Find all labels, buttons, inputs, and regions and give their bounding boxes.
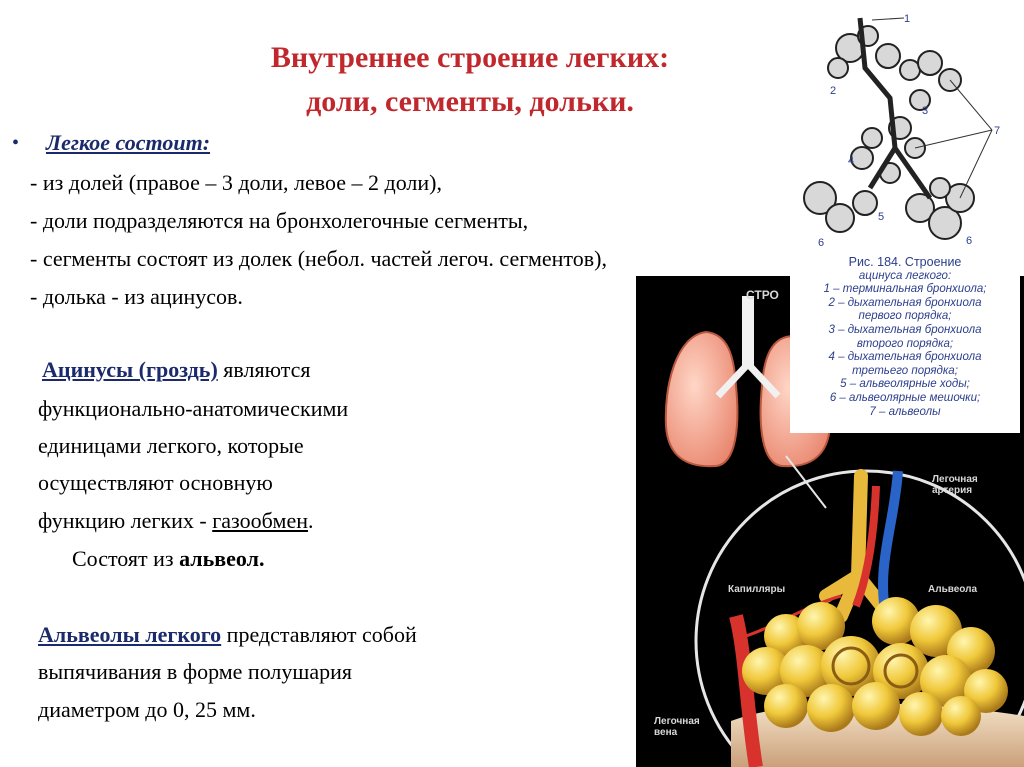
caption-line: 4 – дыхательная бронхиола [828,351,982,364]
bullet-marker: • [12,132,20,154]
lung-item-1: - из долей (правое – 3 доли, левое – 2 доли), [30,170,442,195]
photo-label-top: СТРО [746,288,779,302]
slide-title [150,36,790,124]
caption-line: 3 – дыхательная бронхиола [828,323,982,336]
alveoli-bold: альвеол. [179,546,265,571]
alveoli-line-2: выпячивания в форме полушария [38,659,352,684]
diagram-number-4: 4 [848,155,855,167]
caption-line: 7 – альвеолы [869,405,941,418]
caption-line: первого порядка; [858,310,952,323]
caption-line: 1 – терминальная бронхиола; [823,283,987,296]
caption-line: 5 – альвеолярные ходы; [840,378,970,391]
caption-line: 2 – дыхательная бронхиола [828,296,982,309]
caption-line: третьего порядка; [852,364,958,377]
caption-line: ацинуса легкого: [858,269,952,282]
lung-item-2: - доли подразделяются на бронхолегочные сегменты, [30,208,529,233]
alveoli-term: Альвеолы легкого [38,622,222,647]
diagram-number-5: 5 [878,211,885,223]
diagram-number-6a: 6 [818,237,825,249]
diagram-number-3: 3 [922,105,929,117]
photo-label-alveolus: Альвеола [928,584,978,595]
lung-item-3: - сегменты состоят из долек (небол. частей легоч. сегментов), [30,246,607,271]
lung-heading: Легкое состоит: [46,130,211,155]
caption-line: второго порядка; [856,337,954,350]
diagram-caption [800,256,1010,419]
acinus-line-5: функцию легких - газообмен. [38,508,314,533]
alveoli-line-1: Альвеолы легкого представляют собой [38,622,417,647]
lung-item-4: - долька - из ацинусов. [30,284,243,309]
caption-title: Рис. 184. Строение [848,255,962,269]
acinus-line-4: осуществляют основную [38,470,273,495]
alveoli-line-3: диаметром до 0, 25 мм. [38,697,256,722]
caption-line: 6 – альвеолярные мешочки; [829,391,981,404]
photo-label-vein: Легочная вена [654,716,700,738]
acinus-term: Ацинусы (гроздь) [42,357,218,382]
acinus-line-3: единицами легкого, которые [38,433,304,458]
acinus-line-6: Состоят из альвеол. [72,546,265,571]
slide-title-line1: Внутреннее строение легких: [270,41,670,74]
gas-exchange-term: газообмен [212,508,309,533]
slide-title-line2: доли, сегменты, дольки. [306,85,634,118]
diagram-number-6b: 6 [966,235,973,247]
acinus-line-1: Ацинусы (гроздь) являются [42,357,311,382]
acinus-line-2: функционально-анатомическими [38,396,349,421]
diagram-number-7: 7 [994,125,1001,137]
diagram-number-1: 1 [904,13,911,25]
acinus-diagram-graphic [790,8,1020,258]
photo-label-capillaries: Капилляры [728,584,786,595]
diagram-number-2: 2 [830,85,837,97]
photo-label-artery: Легочная артерия [932,474,978,496]
